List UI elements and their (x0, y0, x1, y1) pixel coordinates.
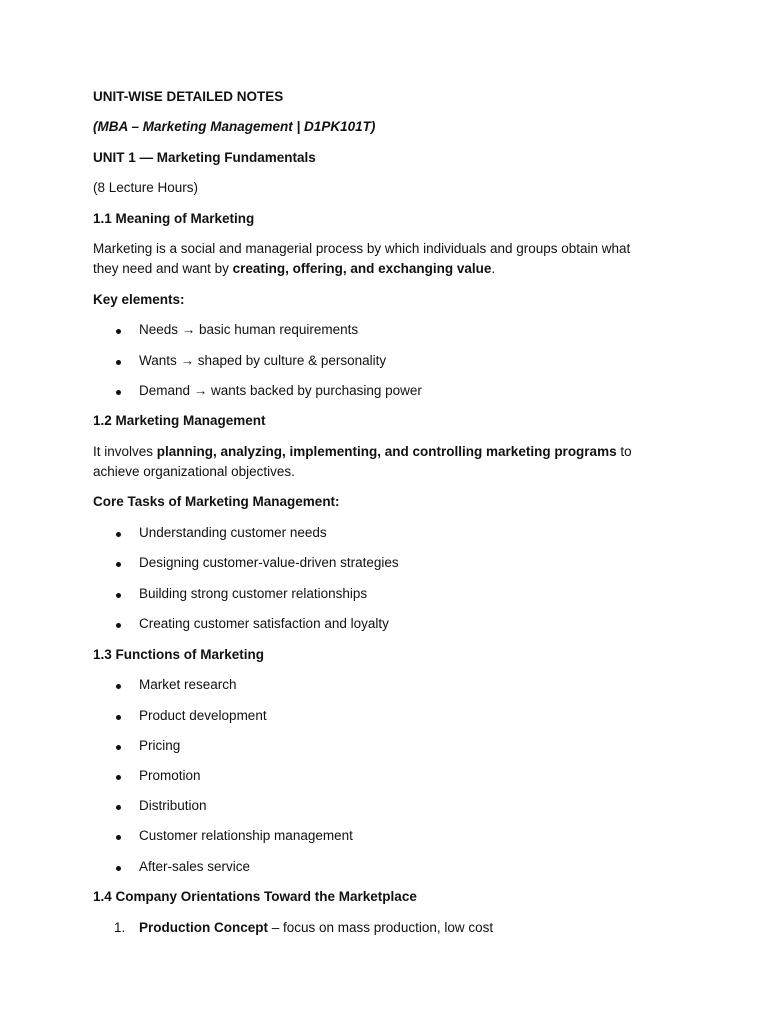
list-item-text: Wants → shaped by culture & personality (139, 353, 387, 368)
bullet-icon (116, 745, 121, 750)
list-item-text: Demand → wants backed by purchasing power (139, 383, 422, 398)
paragraph-line: achieve organizational objectives. (93, 464, 295, 479)
lecture-hours: (8 Lecture Hours) (93, 180, 199, 195)
list-item-text: Building strong customer relationships (139, 586, 368, 601)
paragraph-line: Marketing is a social and managerial process by which individuals and groups obtain what (93, 241, 631, 256)
list-item (0, 615, 768, 633)
list-item-text: After-sales service (139, 859, 251, 874)
section-title-1-1: 1.1 Meaning of Marketing (93, 211, 255, 226)
list-item-text: Pricing (139, 738, 181, 753)
bullet-icon (116, 835, 121, 840)
paragraph-bold-text: creating, offering, and exchanging value (232, 261, 492, 276)
list-item (0, 352, 768, 370)
paragraph-line (93, 260, 495, 278)
bullet-icon (116, 593, 121, 598)
list-item-text: Promotion (139, 768, 201, 783)
bullet-icon (116, 715, 121, 720)
list-item-text: Understanding customer needs (139, 525, 327, 540)
list-item-text: Product development (139, 708, 267, 723)
bullet-icon (116, 805, 121, 810)
core-tasks-label: Core Tasks of Marketing Management: (93, 494, 340, 509)
bullet-icon (116, 329, 121, 334)
list-item (0, 707, 768, 725)
unit-title: UNIT 1 — Marketing Fundamentals (93, 150, 316, 165)
bullet-icon (116, 866, 121, 871)
list-item-text (139, 919, 493, 937)
document-heading: UNIT-WISE DETAILED NOTES (93, 89, 284, 104)
bullet-icon (116, 684, 121, 689)
bullet-icon (116, 562, 121, 567)
document-subtitle: (MBA – Marketing Management | D1PK101T) (93, 119, 376, 134)
list-item (0, 554, 768, 572)
section-title-1-4: 1.4 Company Orientations Toward the Marketplace (93, 889, 417, 904)
list-item-text: Market research (139, 677, 237, 692)
bullet-icon (116, 532, 121, 537)
list-item-text: Creating customer satisfaction and loyalty (139, 616, 389, 631)
list-item-text: Distribution (139, 798, 207, 813)
paragraph-text: to (616, 444, 632, 459)
paragraph-line (93, 443, 632, 461)
list-item-text: Needs → basic human requirements (139, 322, 359, 337)
list-item (0, 737, 768, 755)
list-item-text: Designing customer-value-driven strategies (139, 555, 399, 570)
paragraph-text: . (491, 261, 496, 276)
paragraph-bold-text: planning, analyzing, implementing, and controlling marketing programs (156, 444, 617, 459)
list-item (0, 585, 768, 603)
numbered-list-item (0, 919, 768, 937)
paragraph-text: they need and want by (93, 261, 233, 276)
concept-description: – focus on mass production, low cost (268, 920, 494, 935)
section-title-1-2: 1.2 Marketing Management (93, 413, 266, 428)
list-item (0, 858, 768, 876)
list-number: 1. (114, 920, 126, 935)
section-title-1-3: 1.3 Functions of Marketing (93, 647, 265, 662)
paragraph-text: It involves (93, 444, 157, 459)
list-item (0, 797, 768, 815)
list-item (0, 767, 768, 785)
bullet-icon (116, 390, 121, 395)
bullet-icon (116, 360, 121, 365)
key-elements-label: Key elements: (93, 292, 185, 307)
list-item (0, 382, 768, 400)
list-item (0, 524, 768, 542)
bullet-icon (116, 775, 121, 780)
list-item (0, 676, 768, 694)
list-item (0, 827, 768, 845)
list-item-text: Customer relationship management (139, 828, 353, 843)
bullet-icon (116, 623, 121, 628)
list-item (0, 321, 768, 339)
concept-name: Production Concept (139, 920, 268, 935)
